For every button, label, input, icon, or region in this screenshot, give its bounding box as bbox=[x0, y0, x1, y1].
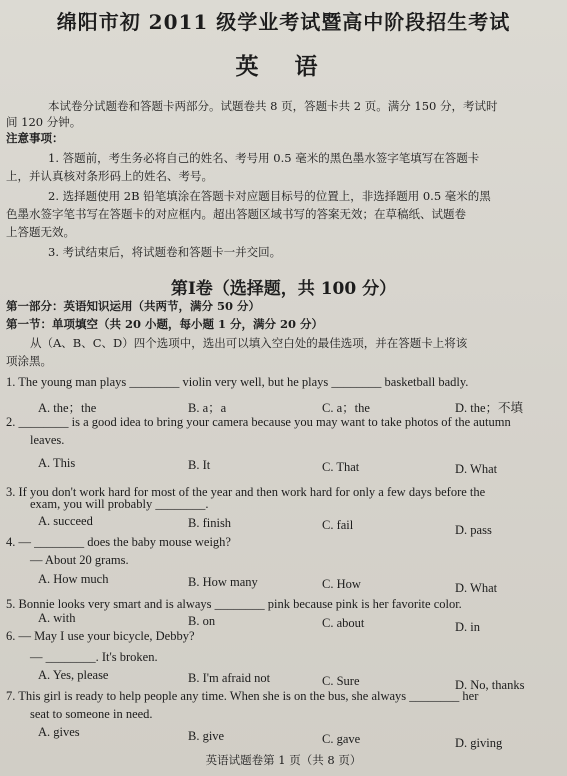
q7-option-d: D. giving bbox=[455, 736, 503, 750]
subject-title: 英 语 bbox=[235, 53, 332, 80]
volume-heading: 第Ⅰ卷（选择题，共 100 分） bbox=[170, 279, 397, 299]
note-1b: 上，并认真核对条形码上的姓名、考号。 bbox=[6, 169, 213, 183]
intro-line-2: 间 120 分钟。 bbox=[6, 115, 82, 129]
q3-option-b: B. finish bbox=[188, 516, 232, 530]
note-2c: 上答题无效。 bbox=[6, 225, 75, 239]
question-3-stem: 3. If you don't work hard for most of the year and then work hard for only a few days before the bbox=[6, 485, 486, 499]
exam-title: 绵阳市初 2011 级学业考试暨高中阶段招生考试 bbox=[56, 10, 511, 34]
question-5-stem: 5. Bonnie looks very smart and is always ________ pink because pink is her favorite color. bbox=[6, 597, 462, 611]
q1-option-d: D. the；不填 bbox=[455, 401, 524, 415]
q1-option-a: A. the；the bbox=[38, 401, 97, 415]
q6-option-c: C. Sure bbox=[322, 674, 360, 688]
q6-option-b: B. I'm afraid not bbox=[188, 671, 271, 685]
question-2-stem-cont: leaves. bbox=[30, 433, 65, 447]
q5-option-c: C. about bbox=[322, 616, 365, 630]
question-1-stem: 1. The young man plays ________ violin very well, but he plays ________ basketball badly. bbox=[6, 375, 469, 389]
note-2b: 色墨水签字笔书写在答题卡的对应框内。超出答题区域书写的答案无效；在草稿纸、试题卷 bbox=[6, 207, 466, 221]
q6-option-d: D. No, thanks bbox=[455, 678, 525, 692]
q3-option-c: C. fail bbox=[322, 518, 354, 532]
q4-option-a: A. How much bbox=[38, 572, 109, 586]
instruction-line-a: 从（A、B、C、D）四个选项中，选出可以填入空白处的最佳选项，并在答题卡上将该 bbox=[30, 336, 468, 350]
q2-option-b: B. It bbox=[188, 458, 211, 472]
q3-option-d: D. pass bbox=[455, 523, 492, 537]
q1-option-c: C. a；the bbox=[322, 401, 370, 415]
page-footer: 英语试题卷第 1 页（共 8 页） bbox=[205, 753, 362, 767]
section1-heading: 第一节：单项填空（共 20 小题，每小题 1 分，满分 20 分） bbox=[6, 317, 324, 331]
q7-option-b: B. give bbox=[188, 729, 225, 743]
note-2a: 2. 选择题使用 2B 铅笔填涂在答题卡对应题目标号的位置上，非选择题用 0.5 毫米的黑 bbox=[48, 189, 491, 203]
q5-option-d: D. in bbox=[455, 620, 480, 634]
q2-option-a: A. This bbox=[38, 456, 76, 470]
notes-label: 注意事项： bbox=[6, 131, 64, 145]
q3-option-a: A. succeed bbox=[38, 514, 93, 528]
q4-option-d: D. What bbox=[455, 581, 498, 595]
note-3: 3. 考试结束后，将试题卷和答题卡一并交回。 bbox=[48, 245, 282, 259]
question-2-stem: 2. ________ is a good idea to bring your camera because you may want to take photos of the autumn bbox=[6, 415, 511, 429]
question-3-stem-cont: exam, you will probably ________. bbox=[30, 497, 209, 511]
q2-option-c: C. That bbox=[322, 460, 360, 474]
q1-option-b: B. a；a bbox=[188, 401, 227, 415]
instruction-line-b: 项涂黑。 bbox=[6, 354, 52, 368]
question-7-stem-cont: seat to someone in need. bbox=[30, 707, 153, 721]
question-6-stem-cont: — ________. It's broken. bbox=[30, 650, 158, 664]
q2-option-d: D. What bbox=[455, 462, 498, 476]
question-4-stem-cont: — About 20 grams. bbox=[30, 553, 129, 567]
q7-option-c: C. gave bbox=[322, 732, 361, 746]
q5-option-b: B. on bbox=[188, 614, 216, 628]
q5-option-a: A. with bbox=[38, 611, 76, 625]
q4-option-c: C. How bbox=[322, 577, 361, 591]
intro-line-1: 本试卷分试题卷和答题卡两部分。试题卷共 8 页，答题卡共 2 页。满分 150 分，考试时 bbox=[48, 99, 498, 113]
question-6-stem: 6. — May I use your bicycle, Debby? bbox=[6, 629, 195, 643]
question-4-stem: 4. — ________ does the baby mouse weigh? bbox=[6, 535, 231, 549]
q6-option-a: A. Yes, please bbox=[38, 668, 109, 682]
q7-option-a: A. gives bbox=[38, 725, 80, 739]
part1-heading: 第一部分：英语知识运用（共两节，满分 50 分） bbox=[6, 299, 261, 313]
question-7-stem: 7. This girl is ready to help people any time. When she is on the bus, she always ________ her bbox=[6, 689, 479, 703]
q4-option-b: B. How many bbox=[188, 575, 258, 589]
note-1a: 1. 答题前，考生务必将自己的姓名、考号用 0.5 毫米的黑色墨水签字笔填写在答题卡 bbox=[48, 151, 480, 165]
